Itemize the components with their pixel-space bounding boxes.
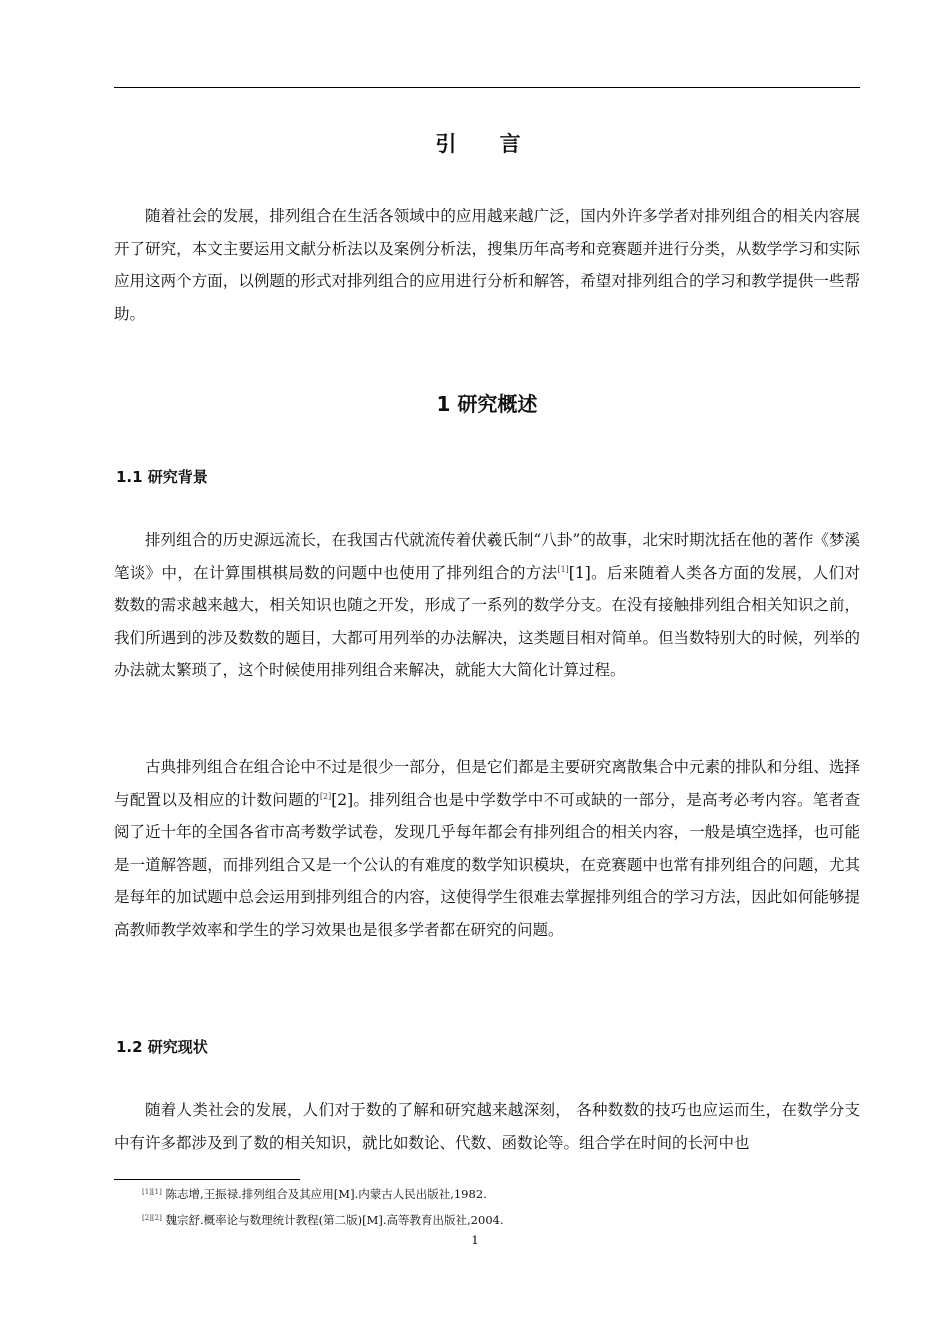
- background-paragraph-1: [114, 524, 860, 687]
- page-title: 引 言: [435, 132, 539, 156]
- footnote-text: 魏宗舒.概率论与数理统计教程(第二版)[M].高等教育出版社,2004.: [165, 1213, 504, 1227]
- footnote-ref[interactable]: [1]: [557, 564, 569, 574]
- footnote-mark: [1][1]: [142, 1188, 162, 1196]
- section-heading-1: 1 研究概述: [436, 392, 538, 416]
- footnote-text: 陈志增,王振禄.排列组合及其应用[M].内蒙古人民出版社,1982.: [165, 1187, 487, 1201]
- text-run: [2]。排列组合也是中学数学中不可或缺的一部分，是高考必考内容。笔者查阅了近十年的全国各省市高考数学试卷，发现几乎每年都会有排列组合的相关内容，一般是填空选择，也可能是一道解答题，而排列组合又是一个公认的有难度的数学知识模块，在竞赛题中也常有排列组合的问题，尤其是每年的加试题中总会运用到排列组合的内容，这使得学生很难去掌握排列组合的学习方法，因此如何能够提高教师教学效率和学生的学习效果也是很多学者都在研究的问题。: [114, 790, 860, 939]
- background-paragraph-2: [114, 751, 860, 946]
- footnote-mark: [2][2]: [142, 1214, 162, 1222]
- intro-paragraph: 随着社会的发展，排列组合在生活各领域中的应用越来越广泛，国内外许多学者对排列组合的相关内容展开了研究，本文主要运用文献分析法以及案例分析法，搜集历年高考和竞赛题并进行分类，从数学学习和实际应用这两个方面，以例题的形式对排列组合的应用进行分析和解答，希望对排列组合的学习和教学提供一些帮助。: [114, 207, 860, 323]
- footnote-separator: [114, 1179, 300, 1180]
- text-run: 古典排列组合在组合论中不过是很少一部分，但是它们都是主要研究离散集合中元素的排队和分组、选择与配置以及相应的计数问题的: [114, 758, 860, 809]
- footnote-ref[interactable]: [2]: [319, 791, 332, 801]
- status-paragraph-1: 随着人类社会的发展，人们对于数的了解和研究越来越深刻， 各种数数的技巧也应运而生，在数学分支中有许多都涉及到了数的相关知识，就比如数论、代数、函数论等。组合学在时间的长河中也: [114, 1101, 860, 1152]
- text-run: 排列组合的历史源远流长，在我国古代就流传着伏羲氏制“八卦”的故事，北宋时期沈括在他的著作《梦溪笔谈》中，在计算围棋棋局数的问题中也使用了排列组合的方法: [114, 531, 860, 582]
- footnote-1: [142, 1187, 487, 1201]
- subsection-heading-1-2: 1.2 研究现状: [116, 1038, 208, 1056]
- text-run: [1]。后来随着人类各方面的发展，人们对数数的需求越来越大，相关知识也随之开发，形成了一系列的数学分支。在没有接触排列组合相关知识之前，我们所遇到的涉及数数的题目，大都可用列举的办法解决，这类题目相对简单。但当数特别大的时候，列举的办法就太繁琐了，这个时候使用排列组合来解决，就能大大简化计算过程。: [114, 563, 860, 679]
- header-rule: [114, 87, 860, 88]
- subsection-heading-1-1: 1.1 研究背景: [116, 468, 208, 486]
- footnote-2: [142, 1213, 504, 1227]
- page-number: 1: [471, 1233, 479, 1247]
